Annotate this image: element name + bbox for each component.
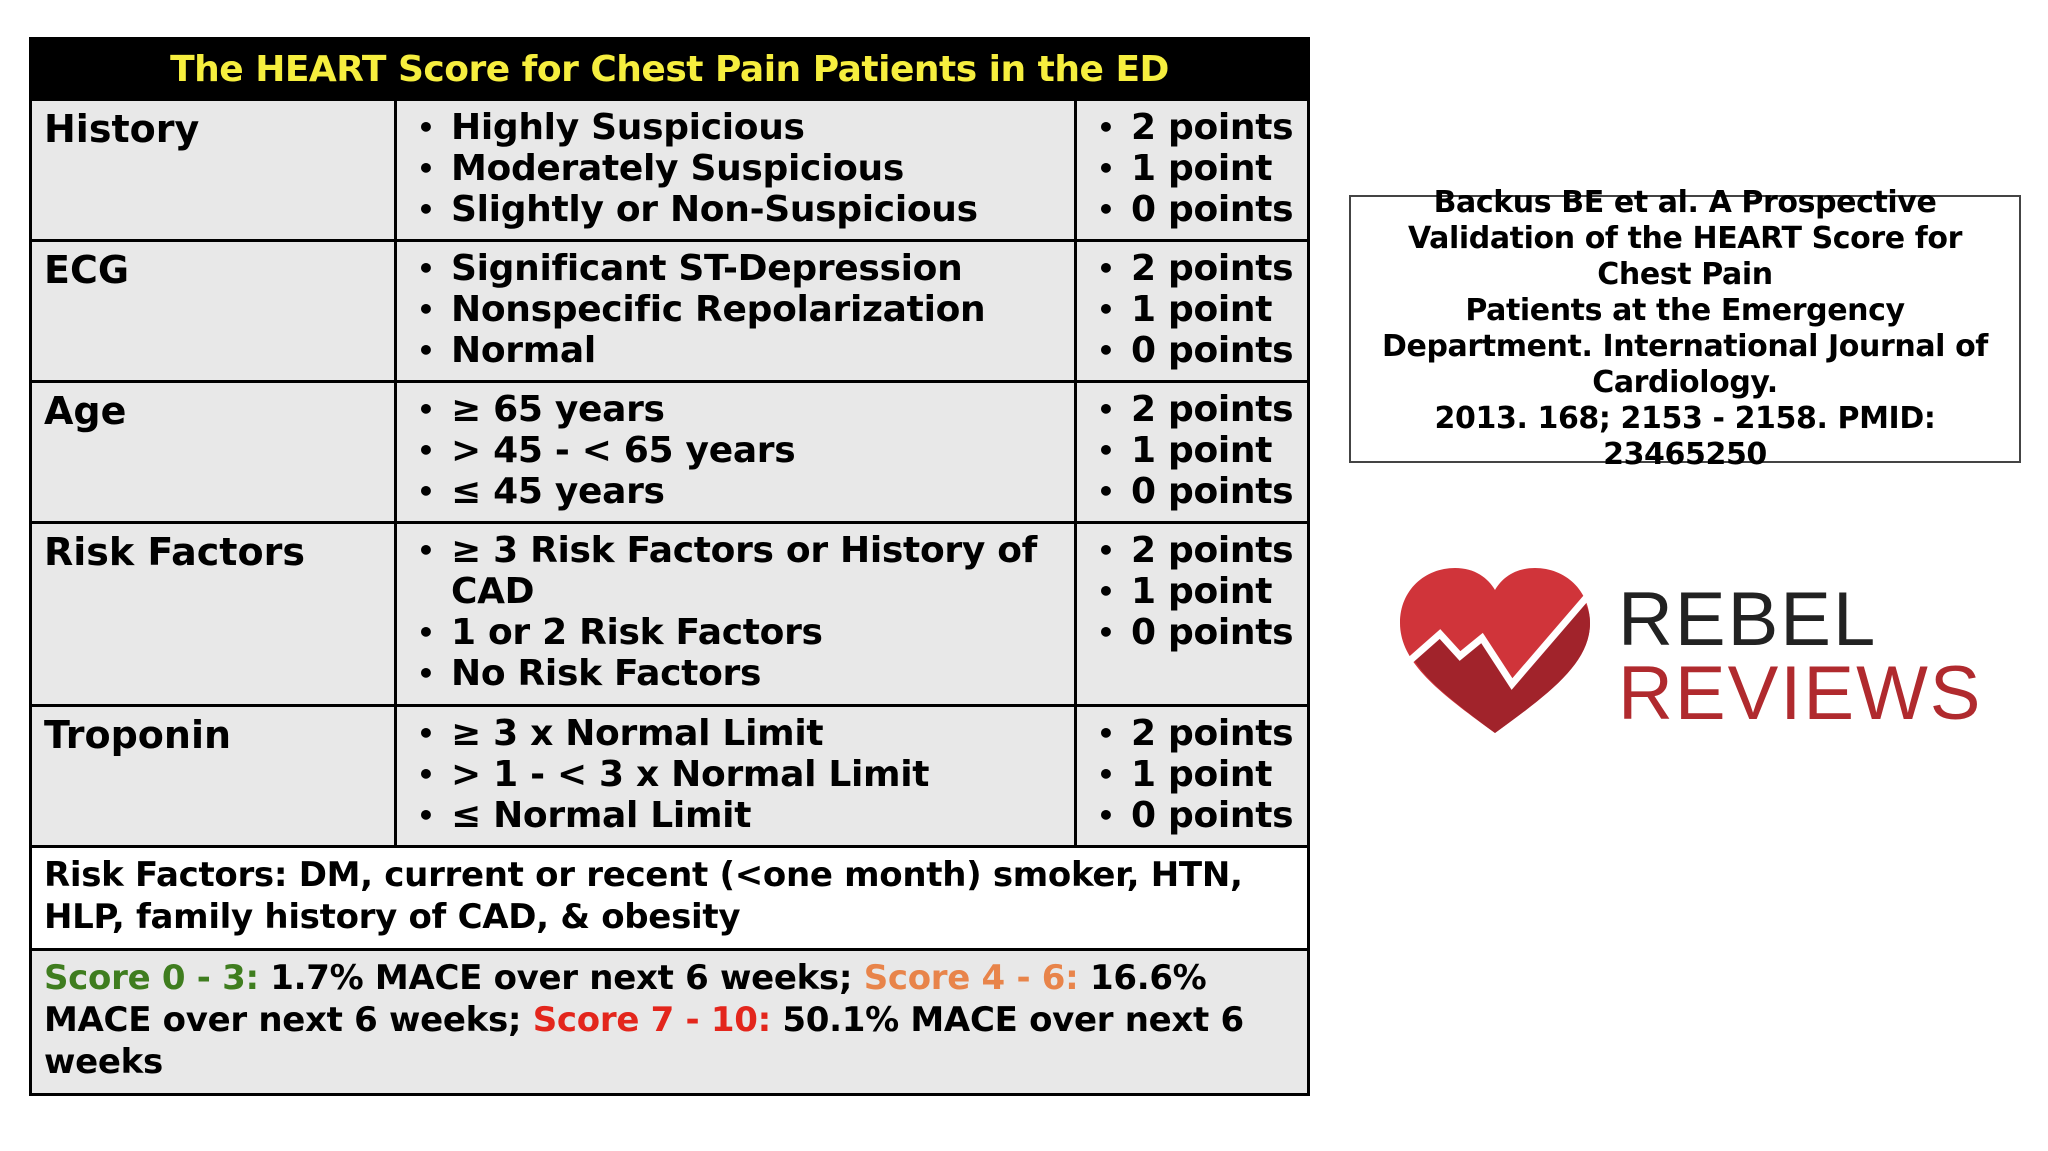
- points-list: [1085, 248, 1299, 371]
- score-summary: [31, 950, 1309, 1095]
- criteria-list: [405, 248, 1066, 371]
- points-item: • 2 points: [1085, 248, 1299, 289]
- category-label: ECG: [31, 241, 396, 382]
- points-list: [1085, 389, 1299, 512]
- criteria-item: • > 45 - < 65 years: [405, 430, 1066, 471]
- criteria-item: • Moderately Suspicious: [405, 148, 1066, 189]
- criteria-item: • ≥ 65 years: [405, 389, 1066, 430]
- category-label: History: [31, 100, 396, 241]
- criteria-cell: [396, 523, 1076, 706]
- criteria-item: • ≤ 45 years: [405, 471, 1066, 512]
- points-item: • 0 points: [1085, 471, 1299, 512]
- criteria-list: [405, 107, 1066, 230]
- points-cell: [1076, 241, 1309, 382]
- risk-factors-note: Risk Factors: DM, current or recent (<one month) smoker, HTN, HLP, family history of CAD, & obesity: [31, 847, 1309, 950]
- criteria-list: [405, 530, 1066, 694]
- points-cell: [1076, 523, 1309, 706]
- criteria-item: • Normal: [405, 330, 1066, 371]
- criteria-list: [405, 713, 1066, 836]
- points-list: [1085, 107, 1299, 230]
- score-range-text: 1.7% MACE over next 6 weeks;: [258, 958, 864, 998]
- logo-word-rebel: REBEL: [1618, 577, 1878, 662]
- points-item: • 0 points: [1085, 612, 1299, 653]
- criteria-cell: [396, 706, 1076, 847]
- points-item: • 1 point: [1085, 430, 1299, 471]
- criteria-item: • ≥ 3 Risk Factors or History of CAD: [405, 530, 1066, 612]
- table-row: [31, 523, 1309, 706]
- points-cell: [1076, 100, 1309, 241]
- points-item: • 1 point: [1085, 148, 1299, 189]
- logo-word-reviews: REVIEWS: [1618, 651, 1983, 736]
- points-item: • 0 points: [1085, 795, 1299, 836]
- score-range-label: Score 4 - 6:: [863, 958, 1079, 998]
- table-row: [31, 382, 1309, 523]
- score-range-text: 16.6% MACE over next 6 weeks;: [44, 958, 1207, 1040]
- criteria-item: • 1 or 2 Risk Factors: [405, 612, 1066, 653]
- criteria-cell: [396, 241, 1076, 382]
- citation-box: [1349, 185, 2021, 472]
- criteria-item: • No Risk Factors: [405, 653, 1066, 694]
- category-label: Risk Factors: [31, 523, 396, 706]
- points-item: • 1 point: [1085, 754, 1299, 795]
- criteria-item: • Significant ST-Depression: [405, 248, 1066, 289]
- heart-score-table: [29, 37, 1310, 1096]
- criteria-item: • ≤ Normal Limit: [405, 795, 1066, 836]
- table-row: [31, 706, 1309, 847]
- points-cell: [1076, 706, 1309, 847]
- points-list: [1085, 530, 1299, 653]
- points-item: • 2 points: [1085, 530, 1299, 571]
- criteria-item: • Slightly or Non-Suspicious: [405, 189, 1066, 230]
- citation-text: Backus BE et al. A Prospective Validation of the HEART Score for Chest Pain Patients at the Emergency Department. International Journal of Cardiology. 2013. 168; 2153 - 2158. PMID: 23465250: [1382, 185, 1988, 472]
- points-item: • 1 point: [1085, 289, 1299, 330]
- criteria-item: • > 1 - < 3 x Normal Limit: [405, 754, 1066, 795]
- points-item: • 1 point: [1085, 571, 1299, 612]
- category-label: Troponin: [31, 706, 396, 847]
- score-range-text: 50.1% MACE over next 6 weeks: [44, 1000, 1244, 1082]
- points-item: • 0 points: [1085, 330, 1299, 371]
- rebel-reviews-logo: [1400, 568, 2000, 738]
- table-title: The HEART Score for Chest Pain Patients in the ED: [31, 39, 1309, 100]
- criteria-item: • ≥ 3 x Normal Limit: [405, 713, 1066, 754]
- points-item: • 2 points: [1085, 107, 1299, 148]
- criteria-cell: [396, 100, 1076, 241]
- heart-pulse-icon: [1400, 568, 1590, 738]
- criteria-item: • Nonspecific Repolarization: [405, 289, 1066, 330]
- score-line: [44, 958, 1244, 1082]
- score-range-label: Score 7 - 10:: [532, 1000, 771, 1040]
- points-cell: [1076, 382, 1309, 523]
- points-item: • 2 points: [1085, 389, 1299, 430]
- criteria-list: [405, 389, 1066, 512]
- table-row: [31, 100, 1309, 241]
- score-rows: [31, 100, 1309, 847]
- table-row: [31, 241, 1309, 382]
- points-item: • 2 points: [1085, 713, 1299, 754]
- criteria-cell: [396, 382, 1076, 523]
- category-label: Age: [31, 382, 396, 523]
- criteria-item: • Highly Suspicious: [405, 107, 1066, 148]
- points-list: [1085, 713, 1299, 836]
- points-item: • 0 points: [1085, 189, 1299, 230]
- score-range-label: Score 0 - 3:: [44, 958, 259, 998]
